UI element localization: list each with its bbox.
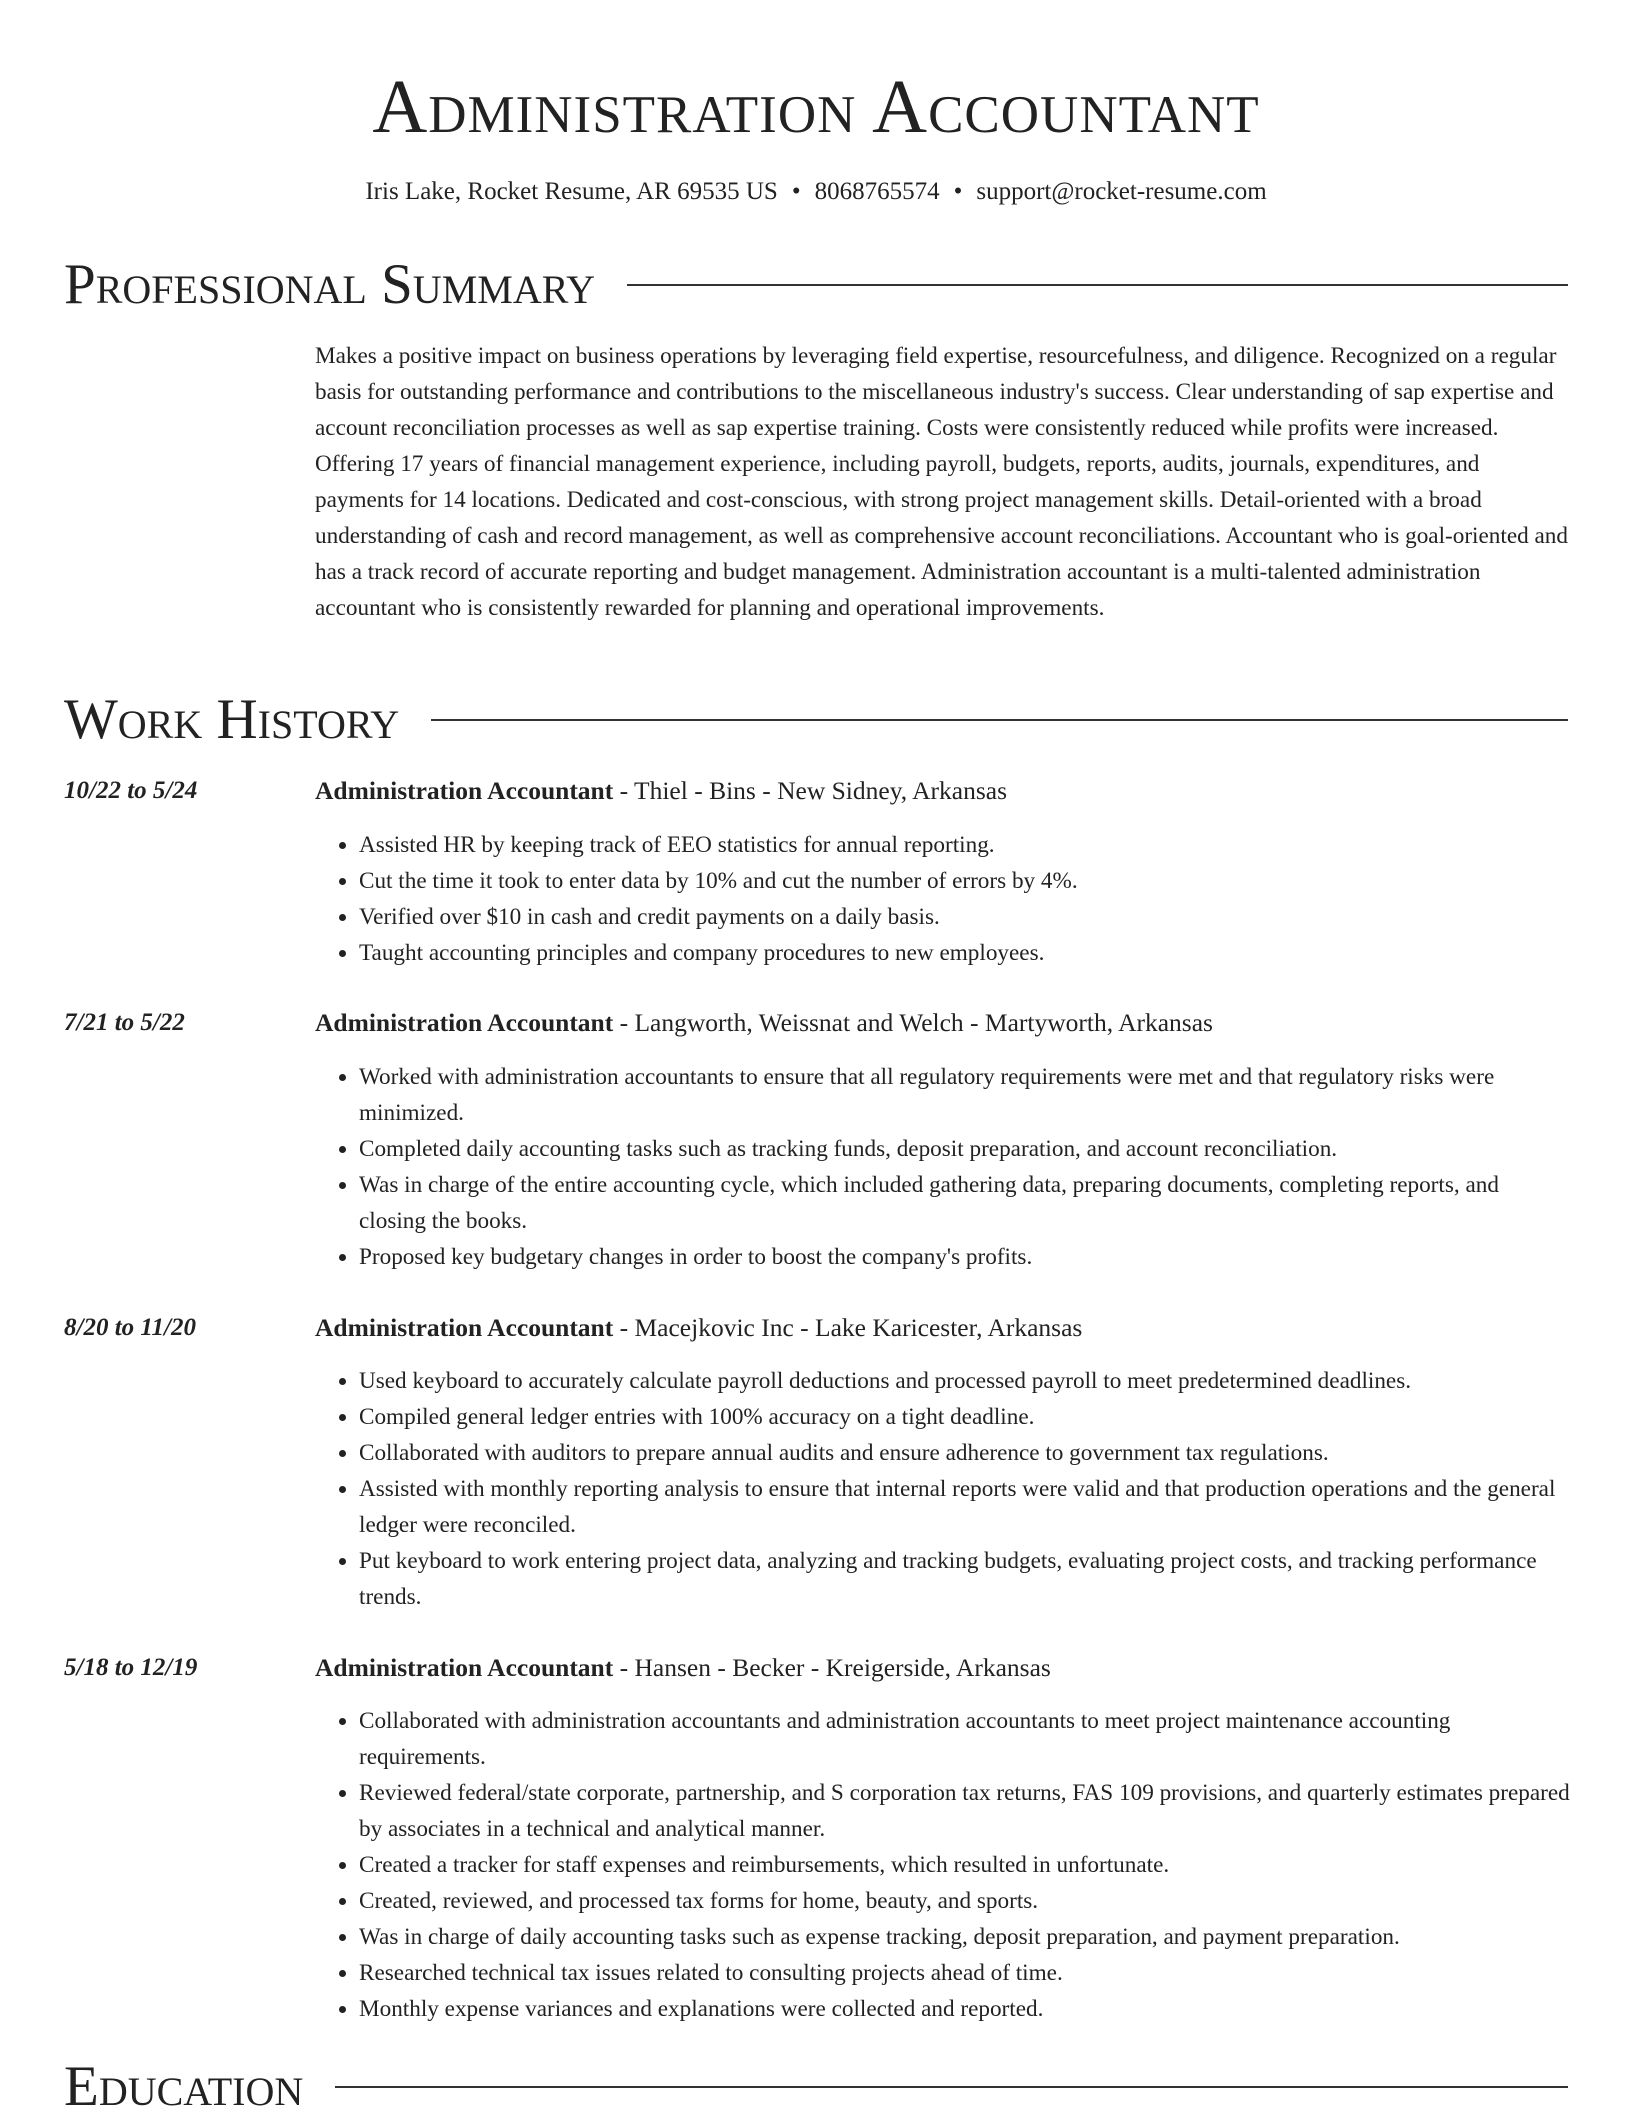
job-bullet: • Researched technical tax issues related to consulting projects ahead of time. bbox=[359, 1955, 1570, 1991]
job-details: - Macejkovic Inc - Lake Karicester, Arkansas bbox=[613, 1313, 1083, 1342]
job-bullets bbox=[315, 1363, 1570, 1615]
job-dates: 7/21 to 5/22 bbox=[64, 1009, 185, 1036]
job-bullet: • Reviewed federal/state corporate, partnership, and S corporation tax returns, FAS 109 provisions, and quarterly estimates prepared by associates in a technical and analytical manner. bbox=[359, 1775, 1570, 1847]
job-bullet: • Was in charge of daily accounting tasks such as expense tracking, deposit preparation, and payment preparation. bbox=[359, 1919, 1570, 1955]
job-bullet: • Collaborated with administration accountants and administration accountants to meet project maintenance accounting requirements. bbox=[359, 1703, 1570, 1775]
job-bullets bbox=[315, 1703, 1570, 2027]
job-dates: 8/20 to 11/20 bbox=[64, 1314, 196, 1341]
education-section-header bbox=[64, 2055, 1568, 2119]
job-bullet: • Compiled general ledger entries with 100% accuracy on a tight deadline. bbox=[359, 1399, 1570, 1435]
job-details: - Langworth, Weissnat and Welch - Martyworth, Arkansas bbox=[613, 1008, 1213, 1037]
job-dates: 10/22 to 5/24 bbox=[64, 777, 198, 804]
summary-text: Makes a positive impact on business operations by leveraging field expertise, resourcefulness, and diligence. Recognized on a regular basis for outstanding performance and contributions to the miscellaneous industry's success. Clear understanding of sap expertise and account reconciliation processes as well as sap expertise training. Costs were consistently reduced while profits were increased. Offering 17 years of financial management experience, including payroll, budgets, reports, audits, journals, expenditures, and payments for 14 locations. Dedicated and cost-conscious, with strong project management skills. Detail-oriented with a broad understanding of cash and record management, as well as comprehensive account reconciliations. Accountant who is goal-oriented and has a track record of accurate reporting and budget management. Administration accountant is a multi-talented administration accountant who is consistently rewarded for planning and operational improvements. bbox=[315, 343, 1568, 621]
contact-separator: • bbox=[791, 178, 801, 205]
contact-line bbox=[0, 174, 1632, 210]
job-title: Administration Accountant bbox=[315, 1313, 614, 1342]
job-bullet: • Monthly expense variances and explanations were collected and reported. bbox=[359, 1991, 1570, 2027]
contact-address: Iris Lake, Rocket Resume, AR 69535 US bbox=[365, 178, 778, 205]
job-bullet: • Verified over $10 in cash and credit payments on a daily basis. bbox=[359, 899, 1570, 935]
work-section-title: Work History bbox=[64, 688, 400, 751]
job-bullet: • Created, reviewed, and processed tax forms for home, beauty, and sports. bbox=[359, 1883, 1570, 1919]
education-section-title: Education bbox=[64, 2055, 304, 2118]
section-divider bbox=[627, 284, 1568, 286]
job-bullet: • Used keyboard to accurately calculate payroll deductions and processed payroll to meet predetermined deadlines. bbox=[359, 1363, 1570, 1399]
job-heading bbox=[315, 1310, 1082, 1346]
job-title: Administration Accountant bbox=[315, 1008, 614, 1037]
job-title: Administration Accountant bbox=[315, 776, 614, 805]
job-heading bbox=[315, 773, 1007, 809]
job-bullet: • Collaborated with auditors to prepare annual audits and ensure adherence to government tax regulations. bbox=[359, 1435, 1570, 1471]
job-bullets bbox=[315, 827, 1570, 971]
summary-section-header bbox=[64, 253, 1568, 317]
job-bullet: • Completed daily accounting tasks such as tracking funds, deposit preparation, and account reconciliation. bbox=[359, 1131, 1570, 1167]
section-divider bbox=[431, 719, 1568, 721]
job-bullet: • Assisted with monthly reporting analysis to ensure that internal reports were valid and that production operations and the general ledger were reconciled. bbox=[359, 1471, 1570, 1543]
job-bullet: • Put keyboard to work entering project data, analyzing and tracking budgets, evaluating project costs, and tracking performance trends. bbox=[359, 1543, 1570, 1615]
job-bullet: • Proposed key budgetary changes in order to boost the company's profits. bbox=[359, 1239, 1570, 1275]
job-heading bbox=[315, 1005, 1213, 1041]
job-details: - Thiel - Bins - New Sidney, Arkansas bbox=[613, 776, 1008, 805]
job-bullets bbox=[315, 1059, 1570, 1275]
contact-phone: 8068765574 bbox=[814, 178, 940, 205]
work-section-header bbox=[64, 688, 1568, 752]
job-details: - Hansen - Becker - Kreigerside, Arkansas bbox=[613, 1653, 1051, 1682]
page-title: Administration Accountant bbox=[372, 65, 1260, 149]
job-bullet: • Created a tracker for staff expenses and reimbursements, which resulted in unfortunate. bbox=[359, 1847, 1570, 1883]
job-bullet: • Cut the time it took to enter data by 10% and cut the number of errors by 4%. bbox=[359, 863, 1570, 899]
contact-separator: • bbox=[953, 178, 963, 205]
job-dates: 5/18 to 12/19 bbox=[64, 1654, 198, 1681]
job-bullet: • Was in charge of the entire accounting cycle, which included gathering data, preparing documents, completing reports, and closing the books. bbox=[359, 1167, 1570, 1239]
contact-email: support@rocket-resume.com bbox=[976, 178, 1267, 205]
section-divider bbox=[335, 2086, 1568, 2088]
job-bullet: • Assisted HR by keeping track of EEO statistics for annual reporting. bbox=[359, 827, 1570, 863]
job-heading bbox=[315, 1650, 1051, 1686]
summary-section-title: Professional Summary bbox=[64, 253, 596, 316]
job-bullet: • Worked with administration accountants to ensure that all regulatory requirements were met and that regulatory risks were minimized. bbox=[359, 1059, 1570, 1131]
job-bullet: • Taught accounting principles and company procedures to new employees. bbox=[359, 935, 1570, 971]
job-title: Administration Accountant bbox=[315, 1653, 614, 1682]
